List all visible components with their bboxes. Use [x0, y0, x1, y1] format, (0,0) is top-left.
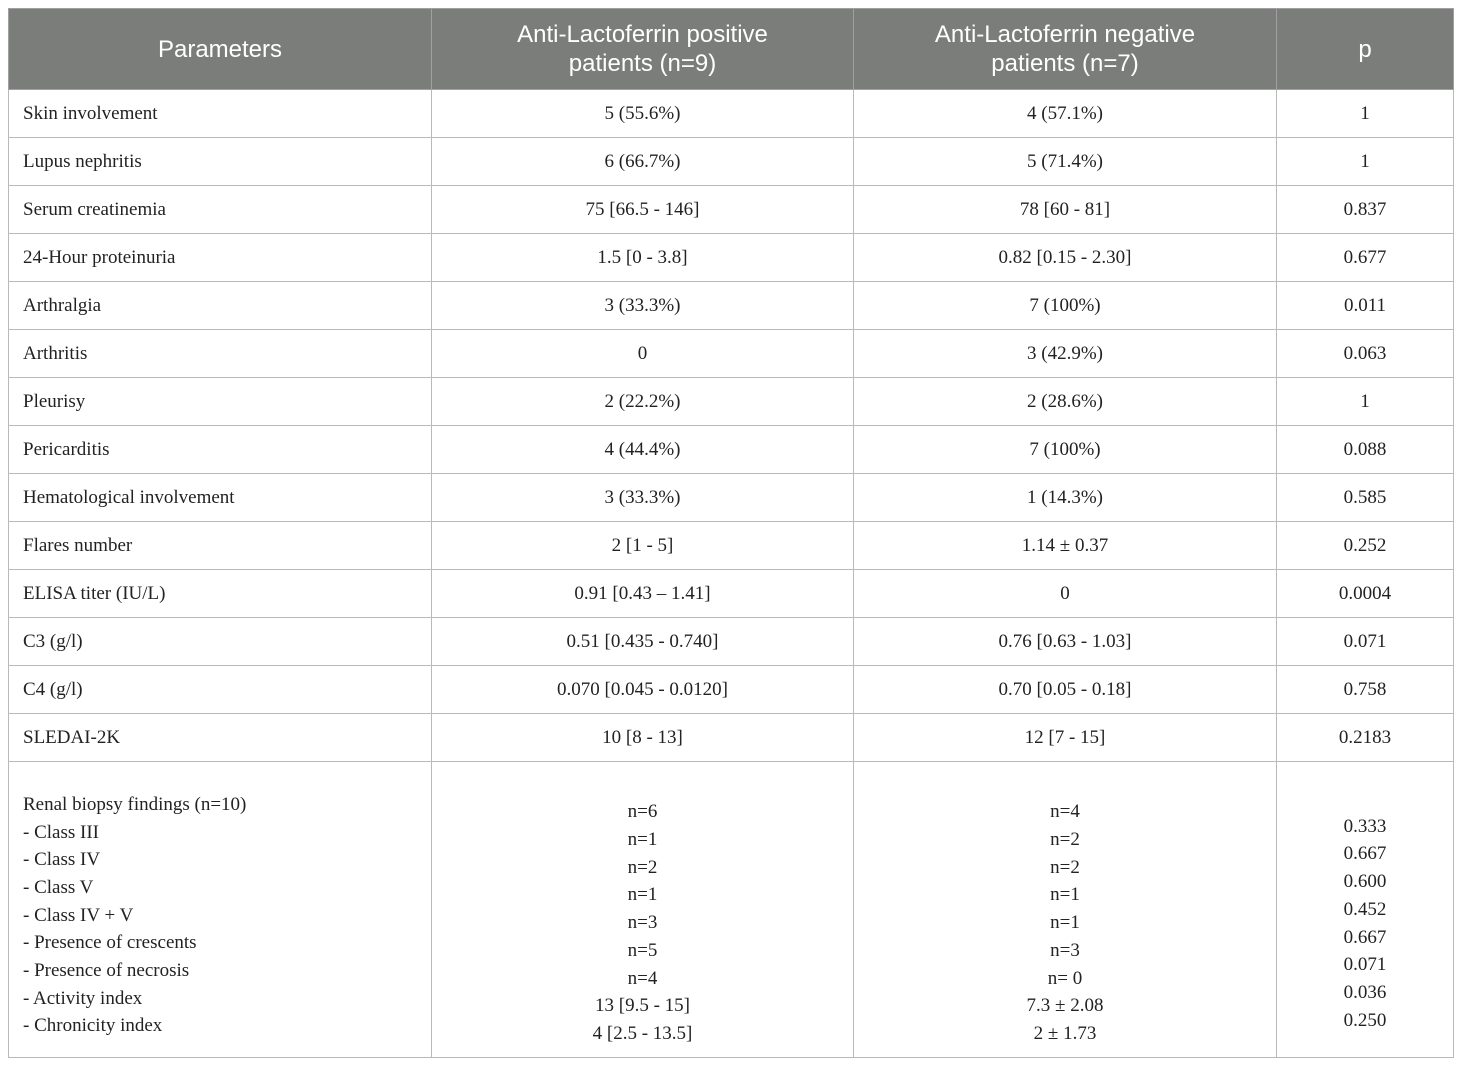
biopsy-parameter-line: - Class III	[23, 821, 99, 843]
positive-cell: 2 [1 - 5]	[432, 522, 854, 570]
table-row	[9, 426, 1454, 474]
p-value-cell: 0.011	[1277, 282, 1454, 330]
positive-cell: 3 (33.3%)	[432, 474, 854, 522]
header-negative-line-1: Anti-Lactoferrin negative	[934, 21, 1196, 48]
p-value-cell: 1	[1277, 138, 1454, 186]
biopsy-parameter-line: - Presence of crescents	[23, 932, 197, 954]
parameter-cell: 24-Hour proteinuria	[9, 234, 432, 282]
parameter-cell: Flares number	[9, 522, 432, 570]
negative-cell: 78 [60 - 81]	[854, 186, 1277, 234]
biopsy-p-value: 0.333	[1343, 815, 1387, 837]
biopsy-parameter-lines	[23, 779, 417, 1040]
renal-biopsy-row	[9, 762, 1454, 1058]
results-table	[8, 8, 1454, 1058]
negative-cell: 4 (57.1%)	[854, 90, 1277, 138]
negative-cell: 2 (28.6%)	[854, 378, 1277, 426]
table-row	[9, 234, 1454, 282]
positive-cell: 75 [66.5 - 146]	[432, 186, 854, 234]
biopsy-parameter-line: - Chronicity index	[23, 1015, 163, 1037]
biopsy-positive-value: 13 [9.5 - 15]	[595, 995, 690, 1017]
parameter-cell: Hematological involvement	[9, 474, 432, 522]
biopsy-negative-value: n= 0	[1047, 967, 1083, 989]
table-row	[9, 186, 1454, 234]
biopsy-p-value: 0.667	[1343, 843, 1387, 865]
table-row	[9, 378, 1454, 426]
parameter-cell: Serum creatinemia	[9, 186, 432, 234]
negative-cell: 1 (14.3%)	[854, 474, 1277, 522]
biopsy-negative-value: n=3	[1050, 939, 1080, 961]
biopsy-p-value: 0.071	[1343, 954, 1387, 976]
biopsy-p-value: 0.600	[1343, 871, 1387, 893]
biopsy-parameter-line: - Class IV	[23, 849, 101, 871]
p-value-cell: 0.2183	[1277, 714, 1454, 762]
header-p: p	[1277, 9, 1454, 90]
biopsy-p-value-lines	[1291, 785, 1439, 1035]
biopsy-positive-lines	[446, 771, 839, 1047]
biopsy-negative-value: n=2	[1050, 829, 1080, 851]
header-negative-line-2: patients (n=7)	[991, 50, 1139, 77]
biopsy-parameter-line: - Presence of necrosis	[23, 960, 190, 982]
table-row	[9, 522, 1454, 570]
p-value-cell: 0.0004	[1277, 570, 1454, 618]
biopsy-positive-cell	[432, 762, 854, 1058]
table-row	[9, 714, 1454, 762]
p-value-cell: 0.088	[1277, 426, 1454, 474]
parameter-cell: Skin involvement	[9, 90, 432, 138]
positive-cell: 6 (66.7%)	[432, 138, 854, 186]
positive-cell: 5 (55.6%)	[432, 90, 854, 138]
header-positive-line-1: Anti-Lactoferrin positive	[517, 21, 768, 48]
positive-cell: 3 (33.3%)	[432, 282, 854, 330]
negative-cell: 3 (42.9%)	[854, 330, 1277, 378]
negative-cell: 0.76 [0.63 - 1.03]	[854, 618, 1277, 666]
negative-cell: 0.70 [0.05 - 0.18]	[854, 666, 1277, 714]
parameter-cell: Arthralgia	[9, 282, 432, 330]
negative-cell: 12 [7 - 15]	[854, 714, 1277, 762]
positive-cell: 4 (44.4%)	[432, 426, 854, 474]
table-row	[9, 618, 1454, 666]
negative-cell: 5 (71.4%)	[854, 138, 1277, 186]
biopsy-parameter-line: - Class IV + V	[23, 904, 134, 926]
positive-cell: 0	[432, 330, 854, 378]
biopsy-parameter-line: - Activity index	[23, 987, 143, 1009]
p-value-cell: 0.252	[1277, 522, 1454, 570]
biopsy-p-value-cell	[1277, 762, 1454, 1058]
negative-cell: 1.14 ± 0.37	[854, 522, 1277, 570]
positive-cell: 0.91 [0.43 – 1.41]	[432, 570, 854, 618]
p-value-cell: 0.677	[1277, 234, 1454, 282]
parameter-cell: Pleurisy	[9, 378, 432, 426]
parameter-cell: C3 (g/l)	[9, 618, 432, 666]
biopsy-positive-value: n=5	[627, 939, 658, 961]
negative-cell: 7 (100%)	[854, 426, 1277, 474]
positive-cell: 0.51 [0.435 - 0.740]	[432, 618, 854, 666]
negative-cell: 0.82 [0.15 - 2.30]	[854, 234, 1277, 282]
negative-cell: 0	[854, 570, 1277, 618]
biopsy-negative-value: 7.3 ± 2.08	[1026, 995, 1104, 1017]
biopsy-positive-value: n=4	[627, 967, 658, 989]
biopsy-negative-value: n=2	[1050, 856, 1080, 878]
biopsy-parameter-line: - Class V	[23, 876, 94, 898]
biopsy-p-value: 0.250	[1343, 1009, 1387, 1031]
header-negative	[854, 9, 1277, 90]
p-value-cell: 0.585	[1277, 474, 1454, 522]
table-row	[9, 90, 1454, 138]
biopsy-positive-value: n=1	[627, 829, 658, 851]
table-row	[9, 330, 1454, 378]
negative-cell: 7 (100%)	[854, 282, 1277, 330]
biopsy-positive-value: n=1	[627, 884, 658, 906]
parameter-cell: ELISA titer (IU/L)	[9, 570, 432, 618]
biopsy-positive-value: 4 [2.5 - 13.5]	[592, 1022, 693, 1044]
positive-cell: 10 [8 - 13]	[432, 714, 854, 762]
table-row	[9, 666, 1454, 714]
biopsy-p-value: 0.036	[1343, 981, 1387, 1003]
p-value-cell: 0.063	[1277, 330, 1454, 378]
biopsy-p-value: 0.452	[1343, 898, 1387, 920]
header-row	[9, 9, 1454, 90]
biopsy-negative-cell	[854, 762, 1277, 1058]
biopsy-p-value: 0.667	[1343, 926, 1387, 948]
parameter-cell: Arthritis	[9, 330, 432, 378]
biopsy-parameter-line: Renal biopsy findings (n=10)	[23, 793, 247, 815]
table-row	[9, 570, 1454, 618]
table-row	[9, 282, 1454, 330]
positive-cell: 2 (22.2%)	[432, 378, 854, 426]
header-positive	[432, 9, 854, 90]
table-header	[9, 9, 1454, 90]
biopsy-negative-value: 2 ± 1.73	[1033, 1022, 1097, 1044]
p-value-cell: 0.758	[1277, 666, 1454, 714]
p-value-cell: 1	[1277, 90, 1454, 138]
biopsy-positive-value: n=2	[627, 856, 658, 878]
biopsy-negative-value: n=1	[1050, 912, 1080, 934]
biopsy-parameter-cell	[9, 762, 432, 1058]
p-value-cell: 0.837	[1277, 186, 1454, 234]
table-row	[9, 474, 1454, 522]
header-parameters: Parameters	[9, 9, 432, 90]
parameter-cell: SLEDAI-2K	[9, 714, 432, 762]
parameter-cell: Pericarditis	[9, 426, 432, 474]
biopsy-positive-value: n=3	[627, 912, 658, 934]
biopsy-positive-value: n=6	[627, 801, 658, 823]
biopsy-negative-lines	[868, 771, 1262, 1047]
table-body	[9, 90, 1454, 1058]
parameter-cell: Lupus nephritis	[9, 138, 432, 186]
p-value-cell: 0.071	[1277, 618, 1454, 666]
table-row	[9, 138, 1454, 186]
biopsy-negative-value: n=1	[1050, 884, 1080, 906]
biopsy-negative-value: n=4	[1050, 801, 1080, 823]
parameter-cell: C4 (g/l)	[9, 666, 432, 714]
positive-cell: 0.070 [0.045 - 0.0120]	[432, 666, 854, 714]
positive-cell: 1.5 [0 - 3.8]	[432, 234, 854, 282]
header-positive-line-2: patients (n=9)	[568, 50, 717, 77]
p-value-cell: 1	[1277, 378, 1454, 426]
